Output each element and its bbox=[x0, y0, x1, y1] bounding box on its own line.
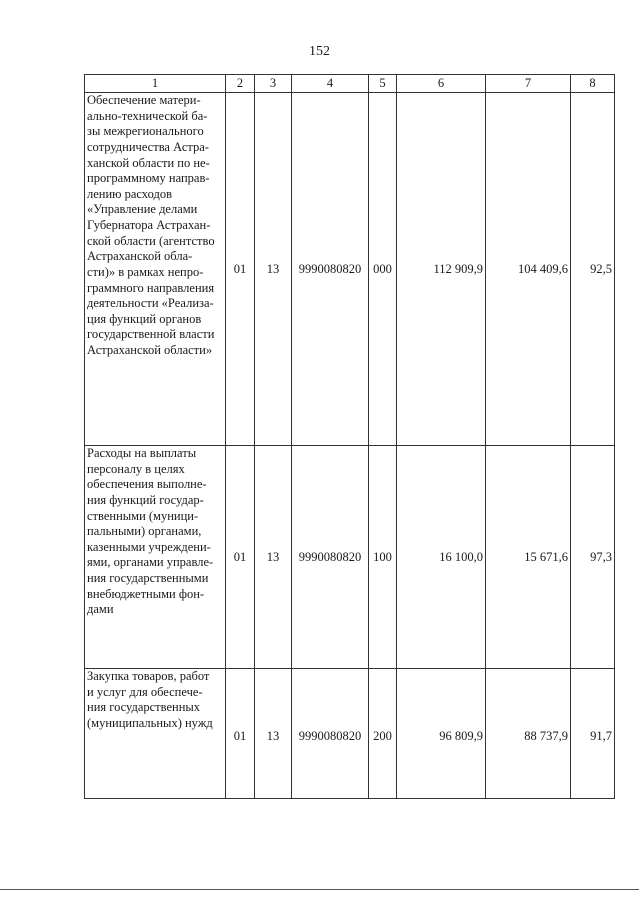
row-description bbox=[85, 446, 226, 669]
row-description bbox=[85, 669, 226, 799]
header-row bbox=[85, 75, 615, 93]
planned-amount: 16 100,0 bbox=[397, 446, 486, 669]
header-col-6: 6 bbox=[397, 75, 486, 93]
section-code: 01 bbox=[226, 669, 255, 799]
expense-type-code: 200 bbox=[369, 669, 397, 799]
execution-percent: 97,3 bbox=[571, 446, 615, 669]
description-text: Обеспечение матери- ально-технической ба- зы межрегионального сотрудничества Астра- ханской области по не- программному направ- лению расходов «Управление делами Губернатора Астрахан- ской области (агентство Астраханской обла- сти)» в рамках непро- граммного направления деятельности «Реализа- ция функций органов государственной власти Астраханской области» bbox=[87, 93, 215, 357]
row-description bbox=[85, 93, 226, 446]
expense-type-code: 000 bbox=[369, 93, 397, 446]
target-article-code: 9990080820 bbox=[292, 93, 369, 446]
page-bottom-divider bbox=[0, 889, 639, 890]
planned-amount: 96 809,9 bbox=[397, 669, 486, 799]
executed-amount: 104 409,6 bbox=[486, 93, 571, 446]
table-row bbox=[85, 93, 615, 446]
target-article-code: 9990080820 bbox=[292, 446, 369, 669]
section-code: 01 bbox=[226, 446, 255, 669]
page-number: 152 bbox=[309, 44, 330, 59]
executed-amount: 15 671,6 bbox=[486, 446, 571, 669]
header-col-1: 1 bbox=[85, 75, 226, 93]
planned-amount: 112 909,9 bbox=[397, 93, 486, 446]
subsection-code: 13 bbox=[255, 669, 292, 799]
description-text: Расходы на выплаты персоналу в целях обеспечения выполне- ния функций государ- ственными (муници- пальными) органами, казенными учреждени- ями, органами управле- ния государственными внебюджетными фон- дами bbox=[87, 446, 214, 617]
header-col-7: 7 bbox=[486, 75, 571, 93]
header-col-3: 3 bbox=[255, 75, 292, 93]
table-row bbox=[85, 669, 615, 799]
executed-amount: 88 737,9 bbox=[486, 669, 571, 799]
execution-percent: 91,7 bbox=[571, 669, 615, 799]
header-col-2: 2 bbox=[226, 75, 255, 93]
execution-percent: 92,5 bbox=[571, 93, 615, 446]
subsection-code: 13 bbox=[255, 93, 292, 446]
header-col-8: 8 bbox=[571, 75, 615, 93]
header-col-5: 5 bbox=[369, 75, 397, 93]
budget-table bbox=[84, 74, 615, 799]
target-article-code: 9990080820 bbox=[292, 669, 369, 799]
expense-type-code: 100 bbox=[369, 446, 397, 669]
section-code: 01 bbox=[226, 93, 255, 446]
header-col-4: 4 bbox=[292, 75, 369, 93]
subsection-code: 13 bbox=[255, 446, 292, 669]
description-text: Закупка товаров, работ и услуг для обеспече- ния государственных (муниципальных) нужд bbox=[87, 669, 213, 730]
table-row bbox=[85, 446, 615, 669]
